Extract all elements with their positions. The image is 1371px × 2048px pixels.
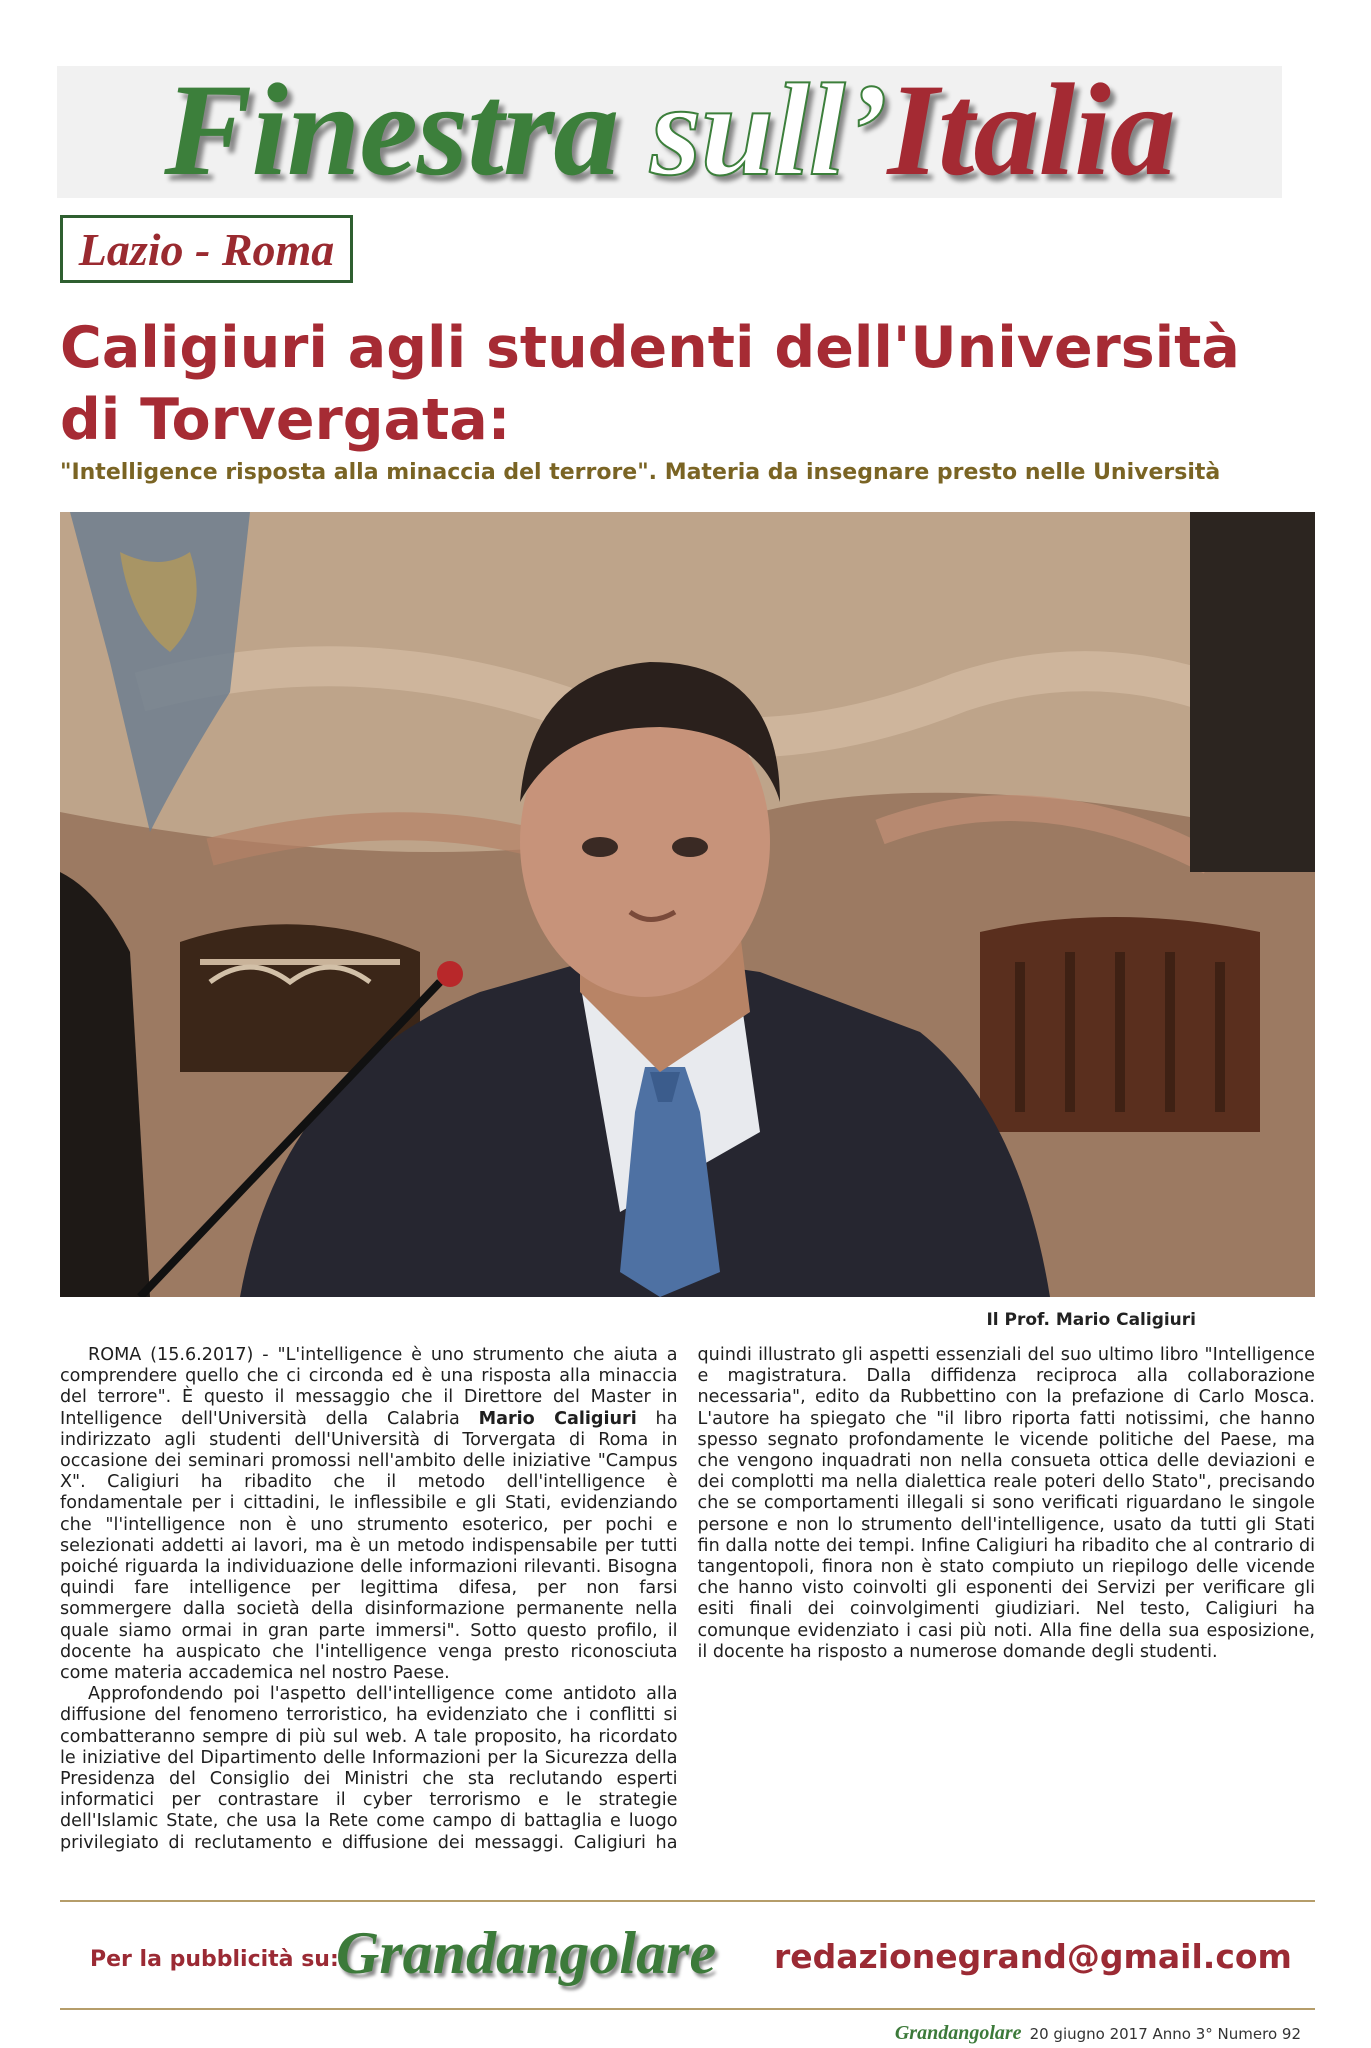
masthead-word-finestra: Finestra: [164, 56, 619, 203]
footer-brand: Grandangolare: [894, 2022, 1022, 2044]
masthead-word-italia: Italia: [887, 56, 1175, 203]
section-label: Lazio - Roma: [60, 215, 353, 283]
photo-caption: Il Prof. Mario Caligiuri: [986, 1310, 1196, 1330]
article-photo: [60, 512, 1315, 1297]
article-paragraph: Approfondendo poi l'aspetto dell'intelligence come antidoto alla diffusione del fenomeno terroristico, ha evidenziato che i conflitti si combatteranno sempre di più sul web. A tale proposito, ha ricordato le iniziative del Dipartimento delle Informazioni per la Sicurezza della Presidenza del Consiglio dei Ministri che sta reclutando esperti informatici per contrastare il cyber terrorismo e le strategie dell'Islamic State, che usa la Rete come campo di battaglia e luogo privilegiato di reclutamento e diffusione dei messaggi. Caligiuri ha quindi illustrato gli aspetti essenziali del suo ultimo libro "Intelligence e magistratura. Dalla diffidenza reciproca alla collaborazione necessaria", edito da Rubbettino con la prefazione di Carlo Mosca. L'autore ha spiegato che "il libro riporta fatti notissimi, che hanno spesso segnato profondamente le vicende politiche del Paese, ma che vengono inquadrati non nella consueta ottica delle deviazioni e dei complotti ma nella dialettica reale poteri dello Stato", precisando che se comportamenti illegali si sono verificati riguardano le singole persone e non lo strumento dell'intelligence, usato da tutti gli Stati fin dalla notte dei tempi. Infine Caligiuri ha ribadito che al contrario di tangentopoli, finora non è stato compiuto un riepilogo delle vicende che hanno visto coinvolti gli esponenti dei Servizi per verificare gli esiti finali dei coinvolgimenti giudiziari. Nel testo, Caligiuri ha comunque evidenziato i casi più noti. Alla fine della sua esposizione, il docente ha risposto a numerose domande degli studenti.: [60, 1345, 1315, 1853]
divider-bottom: [60, 2008, 1315, 2010]
divider-top: [60, 1900, 1315, 1902]
ad-label: Per la pubblicità su:: [90, 1947, 339, 1972]
article-title: Caligiuri agli studenti dell'Università di Torvergata:: [60, 315, 1240, 453]
footer: [895, 2022, 1301, 2045]
masthead-word-sull: sull’: [650, 56, 888, 203]
ad-email-link[interactable]: redazionegrand@gmail.com: [774, 1937, 1292, 1976]
article-text: ROMA (15.6.2017) - "L'intelligence è uno strumento che aiuta a comprendere quello che ci circonda ed è una risposta alla minaccia del terrore". È questo il messaggio che il Direttore del Master in Intelligence dell'Università della Calabria: [60, 1345, 678, 1429]
masthead: [57, 56, 1282, 203]
ad-brand-logo: Grandangolare: [336, 1920, 717, 1986]
article-text: ha indirizzato agli studenti dell'Università di Torvergata di Roma in occasione dei seminari promossi nell'ambito delle iniziative "Campus X". Caligiuri ha ribadito che il metodo dell'intelligence è fondamentale per i cittadini, le inflessibile e gli Stati, evidenziando che "l'intelligence non è uno strumento esoterico, per pochi e selezionati addetti ai lavori, ma è un metodo indispensabile per tutti poiché riguarda la individuazione delle informazioni rilevanti. Bisogna quindi fare intelligence per legittima difesa, per non farsi sommergere dalla società della disinformazione permanente nella quale siamo ormai in gran parte immersi". Sotto questo profilo, il docente ha auspicato che l'intelligence venga presto riconosciuta come materia accademica nel nostro Paese.: [60, 1408, 678, 1684]
article-subtitle: "Intelligence risposta alla minaccia del terrore". Materia da insegnare presto nelle Università: [60, 460, 1221, 485]
masthead-title: [57, 56, 1282, 203]
article-body: [60, 1345, 1315, 1865]
article-paragraph: [60, 1345, 678, 1684]
footer-issue: 20 giugno 2017 Anno 3° Numero 92: [1029, 2025, 1301, 2043]
person-name: Mario Caligiuri: [478, 1408, 637, 1429]
